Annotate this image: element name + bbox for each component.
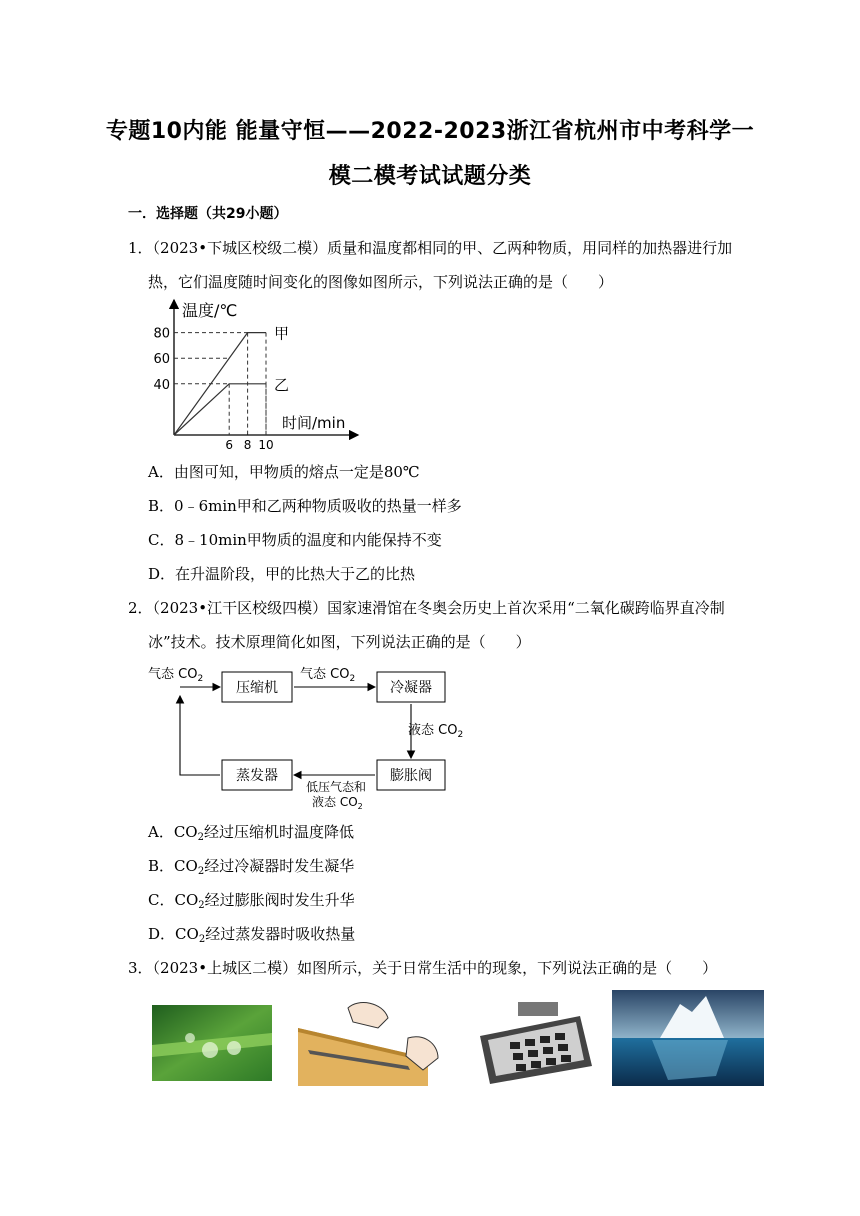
valve-label: 膨胀阀: [390, 768, 432, 784]
page-title-line2: 模二模考试试题分类: [328, 164, 532, 189]
q1-option-b: B．0﹣6min甲和乙两种物质吸收的热量一样多: [148, 497, 462, 515]
label-mix-line1: 低压气态和: [306, 780, 367, 794]
y-axis-label: 温度/℃: [182, 301, 238, 320]
arrow-return: [180, 696, 220, 775]
q3-stem-line1: 3．（2023•上城区二模）如图所示，关于日常生活中的现象，下列说法正确的是（ ）: [128, 959, 718, 977]
q1-temperature-chart: [150, 296, 370, 452]
y-tick-40: 40: [153, 377, 170, 393]
condenser-label: 冷凝器: [390, 680, 432, 696]
q2-option-a: A．$CO_2$经过压缩机时温度降低: [148, 823, 354, 843]
q1-stem-line2: 热，它们温度随时间变化的图像如图所示，下列说法正确的是（ ）: [148, 273, 614, 291]
q2-stem-line2: 冰”技术。技术原理简化如图，下列说法正确的是（ ）: [148, 633, 531, 651]
iceberg-image: [612, 990, 764, 1086]
label-liquid: 液态 $CO_2$: [408, 723, 464, 740]
y-tick-60: 60: [153, 352, 170, 368]
compressor-label: 压缩机: [236, 680, 278, 696]
q1-option-c: C．8﹣10min甲物质的温度和内能保持不变: [148, 531, 442, 549]
label-gas-in: 气态 $CO_2$: [148, 667, 204, 684]
label-mix-line2: 液态 $CO_2$: [312, 795, 363, 811]
evaporator-label: 蒸发器: [236, 768, 278, 784]
q1-option-d: D．在升温阶段，甲的比热大于乙的比热: [148, 565, 416, 583]
x-axis-label: 时间/min: [282, 414, 346, 432]
x-tick-10: 10: [258, 438, 274, 452]
label-gas-mid: 气态 $CO_2$: [300, 667, 356, 684]
x-tick-8: 8: [243, 438, 252, 452]
calculator-image: [470, 996, 594, 1084]
q2-option-c: C．$CO_2$经过膨胀阀时发生升华: [148, 891, 355, 911]
y-tick-80: 80: [153, 326, 170, 342]
series-label-0: 甲: [274, 324, 290, 343]
ruler-bending-image: [288, 998, 446, 1086]
x-tick-6: 6: [225, 438, 234, 452]
dew-drops-image: [152, 1005, 272, 1081]
q2-option-d: D．$CO_2$经过蒸发器时吸收热量: [148, 925, 356, 945]
series-label-1: 乙: [274, 375, 290, 394]
page-title-line1: 专题10内能 能量守恒——2022-2023浙江省杭州市中考科学一: [105, 119, 755, 144]
co2-cycle-diagram: [148, 658, 488, 810]
q1-option-a: A．由图可知，甲物质的熔点一定是80℃: [148, 463, 420, 481]
series-line-1: [174, 384, 266, 435]
q2-stem-line1: 2．（2023•江干区校级四模）国家速滑馆在冬奥会历史上首次采用“二氧化碳跨临界直冷制: [128, 599, 725, 617]
q2-option-b: B．$CO_2$经过冷凝器时发生凝华: [148, 857, 355, 877]
q1-stem-line1: 1．（2023•下城区校级二模）质量和温度都相同的甲、乙两种物质，用同样的加热器进行加: [128, 239, 733, 257]
section-heading: 一．选择题（共29小题）: [128, 206, 288, 222]
